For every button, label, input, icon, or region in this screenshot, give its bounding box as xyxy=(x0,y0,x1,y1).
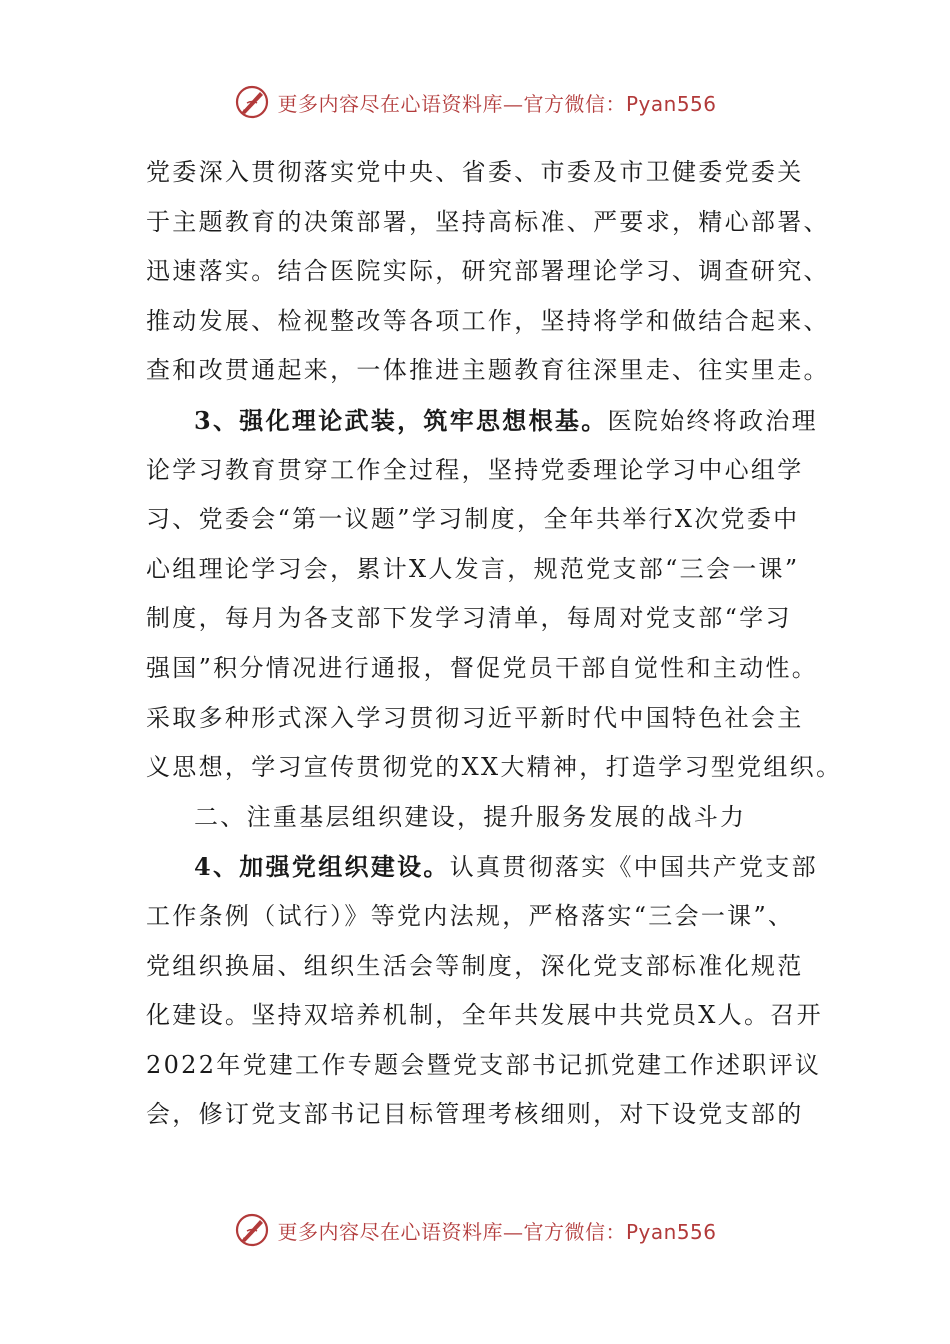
section-2-title: 二、注重基层组织建设，提升服务发展的战斗力 xyxy=(194,802,747,831)
text-line: 义思想，学习宣传贯彻党的XX大精神，打造学习型党组织。 xyxy=(146,753,843,782)
pen-logo-icon xyxy=(233,1211,271,1249)
wechat-handle: Pyan556 xyxy=(625,1219,717,1244)
paragraph-3-first-line xyxy=(146,396,818,446)
text-line: 推动发展、检视整改等各项工作，坚持将学和做结合起来、 xyxy=(146,306,830,335)
text-line: 于主题教育的决策部署，坚持高标准、严要求，精心部署、 xyxy=(146,207,830,236)
watermark-text: 更多内容尽在心语资料库—官方微信：Pyan556 xyxy=(277,91,717,116)
text-line: 制度，每月为各支部下发学习清单，每周对党支部“学习 xyxy=(146,604,792,633)
wechat-handle: Pyan556 xyxy=(625,91,717,116)
pen-logo-icon xyxy=(233,83,271,121)
text-line: 习、党委会“第一议题”学习制度，全年共举行X次党委中 xyxy=(146,505,800,534)
text-line: 心组理论学习会，累计X人发言，规范党支部“三会一课” xyxy=(146,554,800,583)
paragraph-3-first-text: 医院始终将政治理 xyxy=(607,406,818,435)
text-line: 2022年党建工作专题会暨党支部书记抓党建工作述职评议 xyxy=(146,1050,822,1079)
text-line: 工作条例（试行）》等党内法规，严格落实“三会一课”、 xyxy=(146,901,795,930)
header-watermark xyxy=(0,82,950,122)
text-line: 党组织换届、组织生活会等制度，深化党支部标准化规范 xyxy=(146,951,804,980)
text-line: 采取多种形式深入学习贯彻习近平新时代中国特色社会主 xyxy=(146,703,804,732)
paragraph-4-first-line xyxy=(146,842,818,892)
footer-watermark xyxy=(0,1210,950,1250)
text-line: 化建设。坚持双培养机制，全年共发展中共党员X人。召开 xyxy=(146,1001,823,1030)
paragraph-4-first-text: 认真贯彻落实《中国共产党支部 xyxy=(449,853,818,882)
text-line: 论学习教育贯穿工作全过程，坚持党委理论学习中心组学 xyxy=(146,455,804,484)
document-body xyxy=(146,148,843,1140)
watermark-text: 更多内容尽在心语资料库—官方微信：Pyan556 xyxy=(277,1219,717,1244)
text-line: 迅速落实。结合医院实际，研究部署理论学习、调查研究、 xyxy=(146,257,830,286)
text-line: 查和改贯通起来，一体推进主题教育往深里走、往实里走。 xyxy=(146,356,830,385)
text-line: 会，修订党支部书记目标管理考核细则，对下设党支部的 xyxy=(146,1100,804,1129)
paragraph-4-heading: 4、加强党组织建设。 xyxy=(194,852,450,882)
text-line: 党委深入贯彻落实党中央、省委、市委及市卫健委党委关 xyxy=(146,158,804,186)
text-line: 强国”积分情况进行通报，督促党员干部自觉性和主动性。 xyxy=(146,653,819,682)
paragraph-3-heading: 3、强化理论武装，筑牢思想根基。 xyxy=(194,405,608,435)
